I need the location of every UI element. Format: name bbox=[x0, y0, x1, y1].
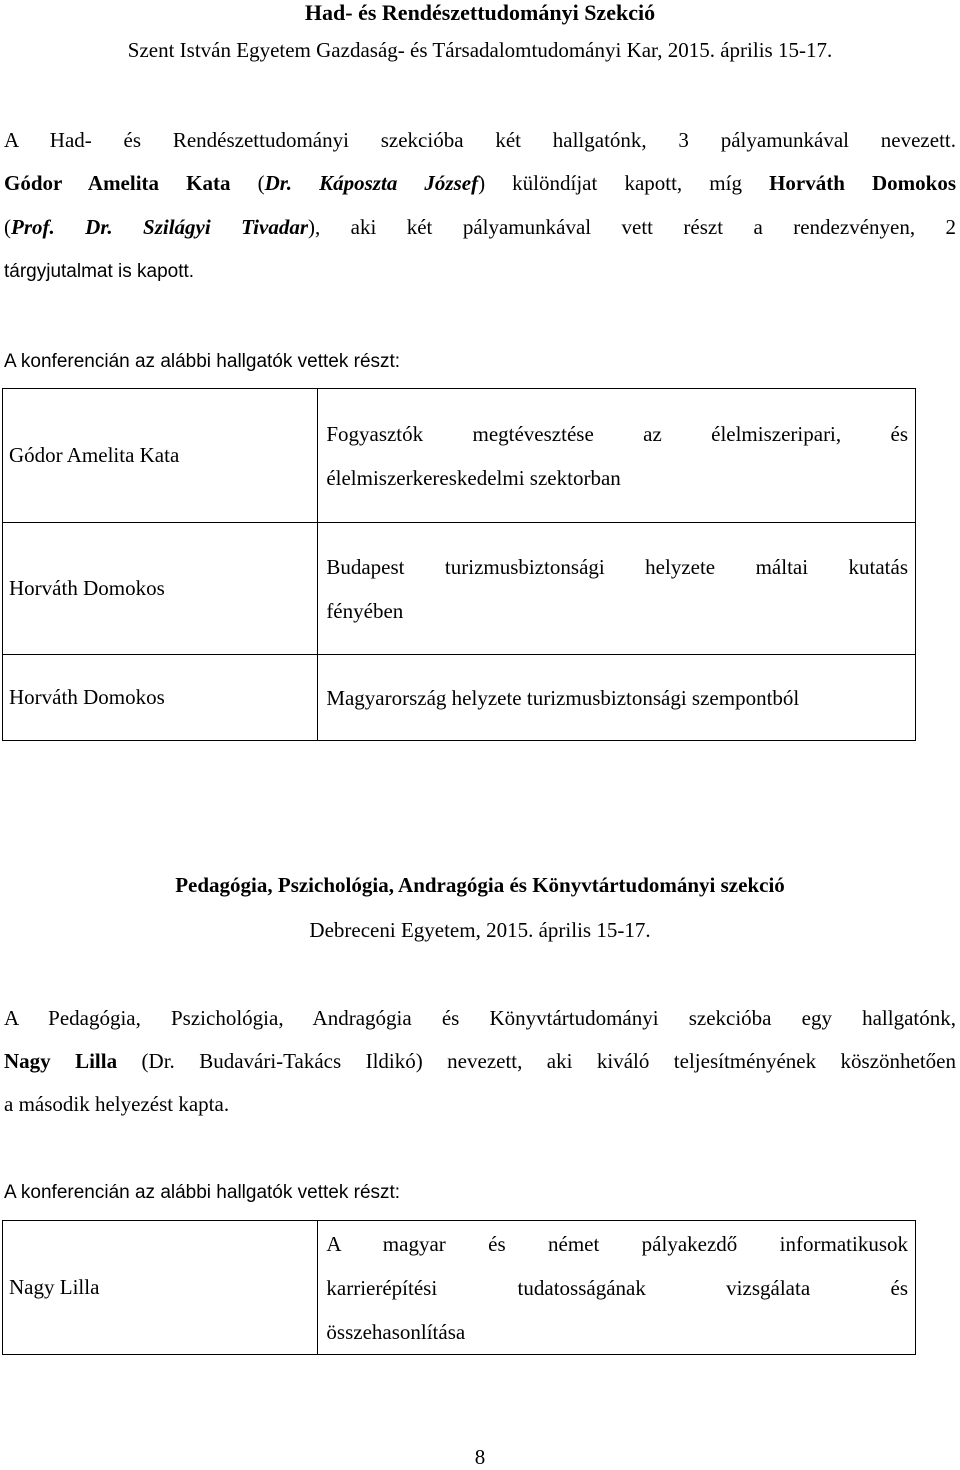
paragraph-ped-line1: A Pedagógia, Pszichológia, Andragógia és Könyvtártudományi szekcióba egy hallgatónk, bbox=[4, 1006, 956, 1030]
thesis-title-cell: A magyar és német pályakezdő informatikusok karrierépítési tudatosságának vizsgálata és összehasonlítása bbox=[318, 1221, 916, 1355]
participants-table-ped bbox=[2, 1220, 916, 1355]
thesis-title-cell: Fogyasztók megtévesztése az élelmiszeripari, és élelmiszerkereskedelmi szektorban bbox=[318, 389, 916, 523]
student-name-cell: Horváth Domokos bbox=[3, 523, 318, 655]
section-title-pedagogia: Pedagógia, Pszichológia, Andragógia és Könyvtártudományi szekció bbox=[175, 873, 785, 897]
section-subtitle-had: Szent István Egyetem Gazdaság- és Társadalomtudományi Kar, 2015. április 15-17. bbox=[127, 38, 833, 62]
supervisor-szilagyi: Prof. Dr. Szilágyi Tivadar bbox=[11, 215, 308, 239]
student-name-cell: Gódor Amelita Kata bbox=[3, 389, 318, 523]
table-row bbox=[3, 1221, 916, 1355]
participants-label-ped: A konferencián az alábbi hallgatók vettek részt: bbox=[4, 1182, 401, 1203]
paragraph-had-line2: Gódor Amelita Kata (Dr. Káposzta József) különdíjat kapott, míg Horváth Domokos bbox=[4, 171, 957, 195]
participants-table-had bbox=[2, 388, 916, 741]
supervisor-kaposzta: Dr. Káposzta József bbox=[264, 171, 479, 195]
section-subtitle-pedagogia: Debreceni Egyetem, 2015. április 15-17. bbox=[309, 918, 651, 942]
section-title-had: Had- és Rendészettudományi Szekció bbox=[304, 0, 656, 25]
page-number: 8 bbox=[474, 1445, 486, 1469]
table-row bbox=[3, 523, 916, 655]
paragraph-ped-line3: a második helyezést kapta. bbox=[4, 1092, 230, 1116]
student-name-cell: Nagy Lilla bbox=[3, 1221, 318, 1355]
student-name-horvath: Horváth Domokos bbox=[769, 171, 957, 195]
table-row bbox=[3, 655, 916, 741]
table-row bbox=[3, 389, 916, 523]
student-name-godor: Gódor Amelita Kata bbox=[4, 171, 231, 195]
thesis-title-cell: Magyarország helyzete turizmusbiztonsági szempontból bbox=[318, 655, 916, 741]
participants-label-had: A konferencián az alábbi hallgatók vettek részt: bbox=[4, 351, 401, 372]
student-name-cell: Horváth Domokos bbox=[3, 655, 318, 741]
paragraph-had-line1: A Had- és Rendészettudományi szekcióba két hallgatónk, 3 pályamunkával nevezett. bbox=[4, 128, 956, 152]
thesis-title-cell: Budapest turizmusbiztonsági helyzete máltai kutatás fényében bbox=[318, 523, 916, 655]
paragraph-had-line4: tárgyjutalmat is kapott. bbox=[4, 261, 195, 282]
paragraph-had-line3: (Prof. Dr. Szilágyi Tivadar), aki két pályamunkával vett részt a rendezvényen, 2 bbox=[4, 215, 957, 239]
paragraph-ped-line2: Nagy Lilla (Dr. Budavári-Takács Ildikó) nevezett, aki kiváló teljesítményének köszönhetően bbox=[4, 1049, 956, 1073]
student-name-nagy: Nagy Lilla bbox=[4, 1049, 118, 1073]
